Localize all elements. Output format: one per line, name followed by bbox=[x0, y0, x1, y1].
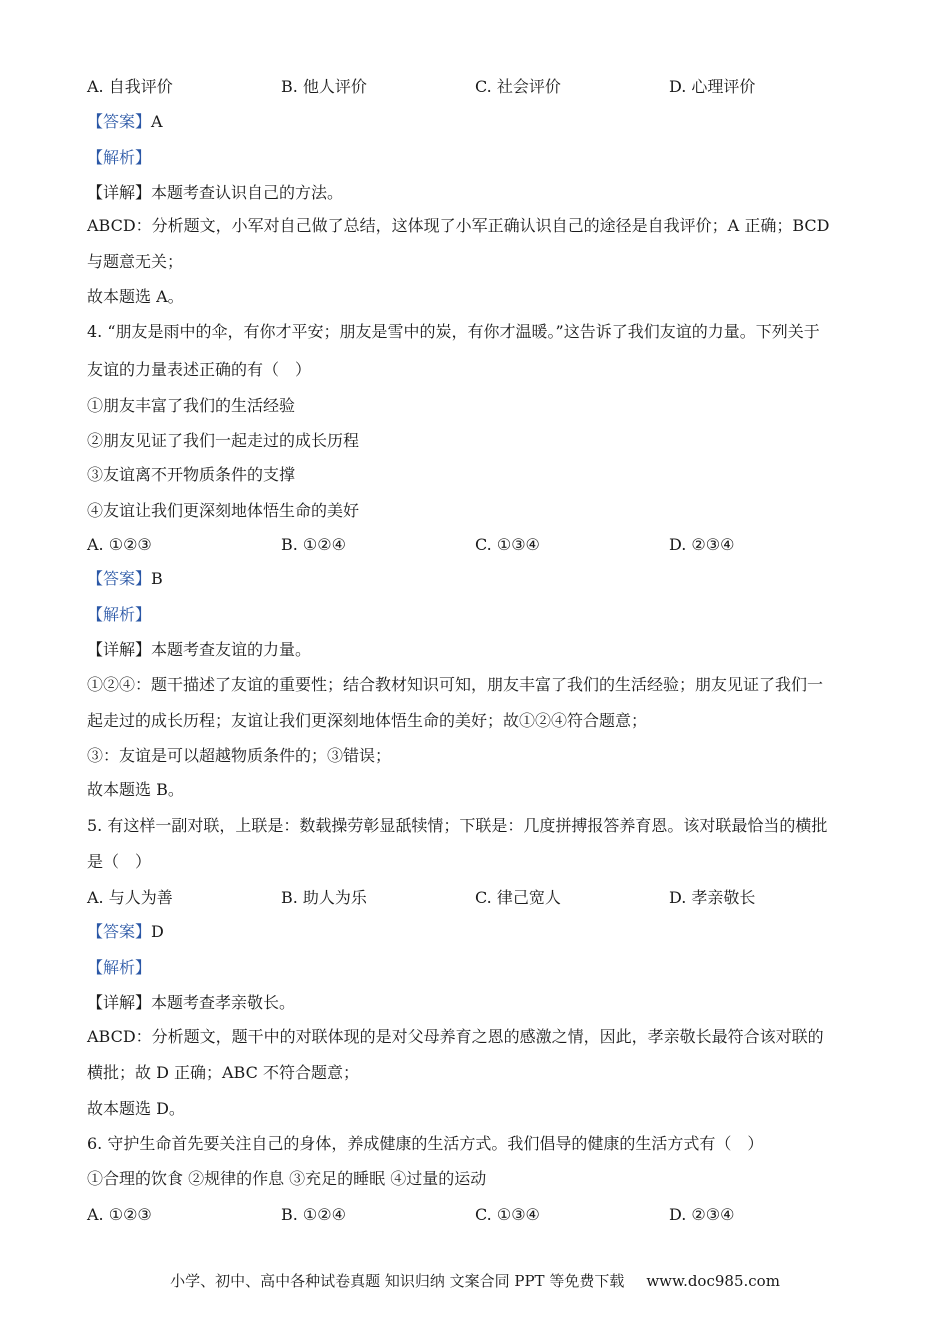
option-b: B. ①②④ bbox=[281, 1205, 346, 1224]
question-stem: 是（ ） bbox=[87, 852, 152, 871]
detail-line bbox=[87, 640, 311, 660]
detail-tag: 【详解】 bbox=[87, 640, 152, 659]
option-d: D. 孝亲敬长 bbox=[669, 888, 756, 907]
detail-line bbox=[87, 993, 295, 1013]
question-stem: 5. 有这样一副对联，上联是：数载操劳彰显舐犊情；下联是：几度拼搏报答养育恩。该对联最恰当的横批 bbox=[87, 816, 828, 835]
option-a: A. ①②③ bbox=[87, 535, 152, 554]
answer-value: D bbox=[151, 922, 164, 941]
detail-line: ABCD：分析题文，小军对自己做了总结，这体现了小军正确认识自己的途径是自我评价；A 正确；BCD bbox=[87, 216, 830, 235]
analysis-tag: 【解析】 bbox=[87, 148, 152, 167]
detail-line: ①②④：题干描述了友谊的重要性；结合教材知识可知，朋友丰富了我们的生活经验；朋友见证了我们一 bbox=[87, 675, 824, 694]
question-stem: 6. 守护生命首先要关注自己的身体，养成健康的生活方式。我们倡导的健康的生活方式有（ ） bbox=[87, 1134, 764, 1153]
option-a: A. ①②③ bbox=[87, 1205, 152, 1224]
question-stem: 友谊的力量表述正确的有（ ） bbox=[87, 360, 312, 379]
option-c: C. ①③④ bbox=[475, 535, 540, 554]
statement-list: ①合理的饮食 ②规律的作息 ③充足的睡眠 ④过量的运动 bbox=[87, 1169, 487, 1188]
detail-text: 本题考查友谊的力量。 bbox=[151, 640, 312, 659]
option-d: D. ②③④ bbox=[669, 1205, 735, 1224]
option-d: D. 心理评价 bbox=[669, 77, 756, 96]
detail-line: 故本题选 A。 bbox=[87, 287, 184, 306]
option-c: C. 律己宽人 bbox=[475, 888, 561, 907]
detail-line: 横批；故 D 正确；ABC 不符合题意； bbox=[87, 1063, 359, 1082]
option-b: B. 助人为乐 bbox=[281, 888, 367, 907]
page-footer bbox=[0, 1270, 950, 1291]
answer-value: A bbox=[151, 112, 163, 131]
detail-text: 本题考查孝亲敬长。 bbox=[151, 993, 296, 1012]
footer-text: 小学、初中、高中各种试卷真题 知识归纳 文案合同 PPT 等免费下载 bbox=[170, 1272, 625, 1290]
statement: ②朋友见证了我们一起走过的成长历程 bbox=[87, 431, 360, 450]
statement: ④友谊让我们更深刻地体悟生命的美好 bbox=[87, 501, 360, 520]
detail-line: 故本题选 B。 bbox=[87, 780, 184, 799]
option-b: B. 他人评价 bbox=[281, 77, 367, 96]
detail-tag: 【详解】 bbox=[87, 993, 152, 1012]
answer-tag: 【答案】 bbox=[87, 922, 152, 941]
analysis-tag: 【解析】 bbox=[87, 958, 152, 977]
analysis-tag: 【解析】 bbox=[87, 605, 152, 624]
detail-line: ABCD：分析题文，题干中的对联体现的是对父母养育之恩的感激之情，因此，孝亲敬长最符合该对联的 bbox=[87, 1027, 824, 1046]
detail-line: ③：友谊是可以超越物质条件的；③错误； bbox=[87, 746, 392, 765]
answer-tag: 【答案】 bbox=[87, 569, 152, 588]
option-b: B. ①②④ bbox=[281, 535, 346, 554]
answer-line bbox=[87, 922, 164, 942]
question-stem: 4. “朋友是雨中的伞，有你才平安；朋友是雪中的炭，有你才温暖。”这告诉了我们友谊的力量。下列关于 bbox=[87, 322, 820, 341]
option-a: A. 与人为善 bbox=[87, 888, 173, 907]
footer-link[interactable]: www.doc985.com bbox=[646, 1272, 780, 1290]
detail-line: 与题意无关； bbox=[87, 252, 184, 271]
option-c: C. ①③④ bbox=[475, 1205, 540, 1224]
detail-line bbox=[87, 183, 343, 203]
answer-line bbox=[87, 112, 163, 132]
statement: ①朋友丰富了我们的生活经验 bbox=[87, 396, 296, 415]
detail-line: 起走过的成长历程；友谊让我们更深刻地体悟生命的美好；故①②④符合题意； bbox=[87, 711, 648, 730]
statement: ③友谊离不开物质条件的支撑 bbox=[87, 465, 296, 484]
option-a: A. 自我评价 bbox=[87, 77, 173, 96]
answer-tag: 【答案】 bbox=[87, 112, 152, 131]
answer-value: B bbox=[151, 569, 163, 588]
detail-line: 故本题选 D。 bbox=[87, 1099, 185, 1118]
answer-line bbox=[87, 569, 163, 589]
detail-text: 本题考查认识自己的方法。 bbox=[151, 183, 344, 202]
detail-tag: 【详解】 bbox=[87, 183, 152, 202]
option-d: D. ②③④ bbox=[669, 535, 735, 554]
option-c: C. 社会评价 bbox=[475, 77, 561, 96]
